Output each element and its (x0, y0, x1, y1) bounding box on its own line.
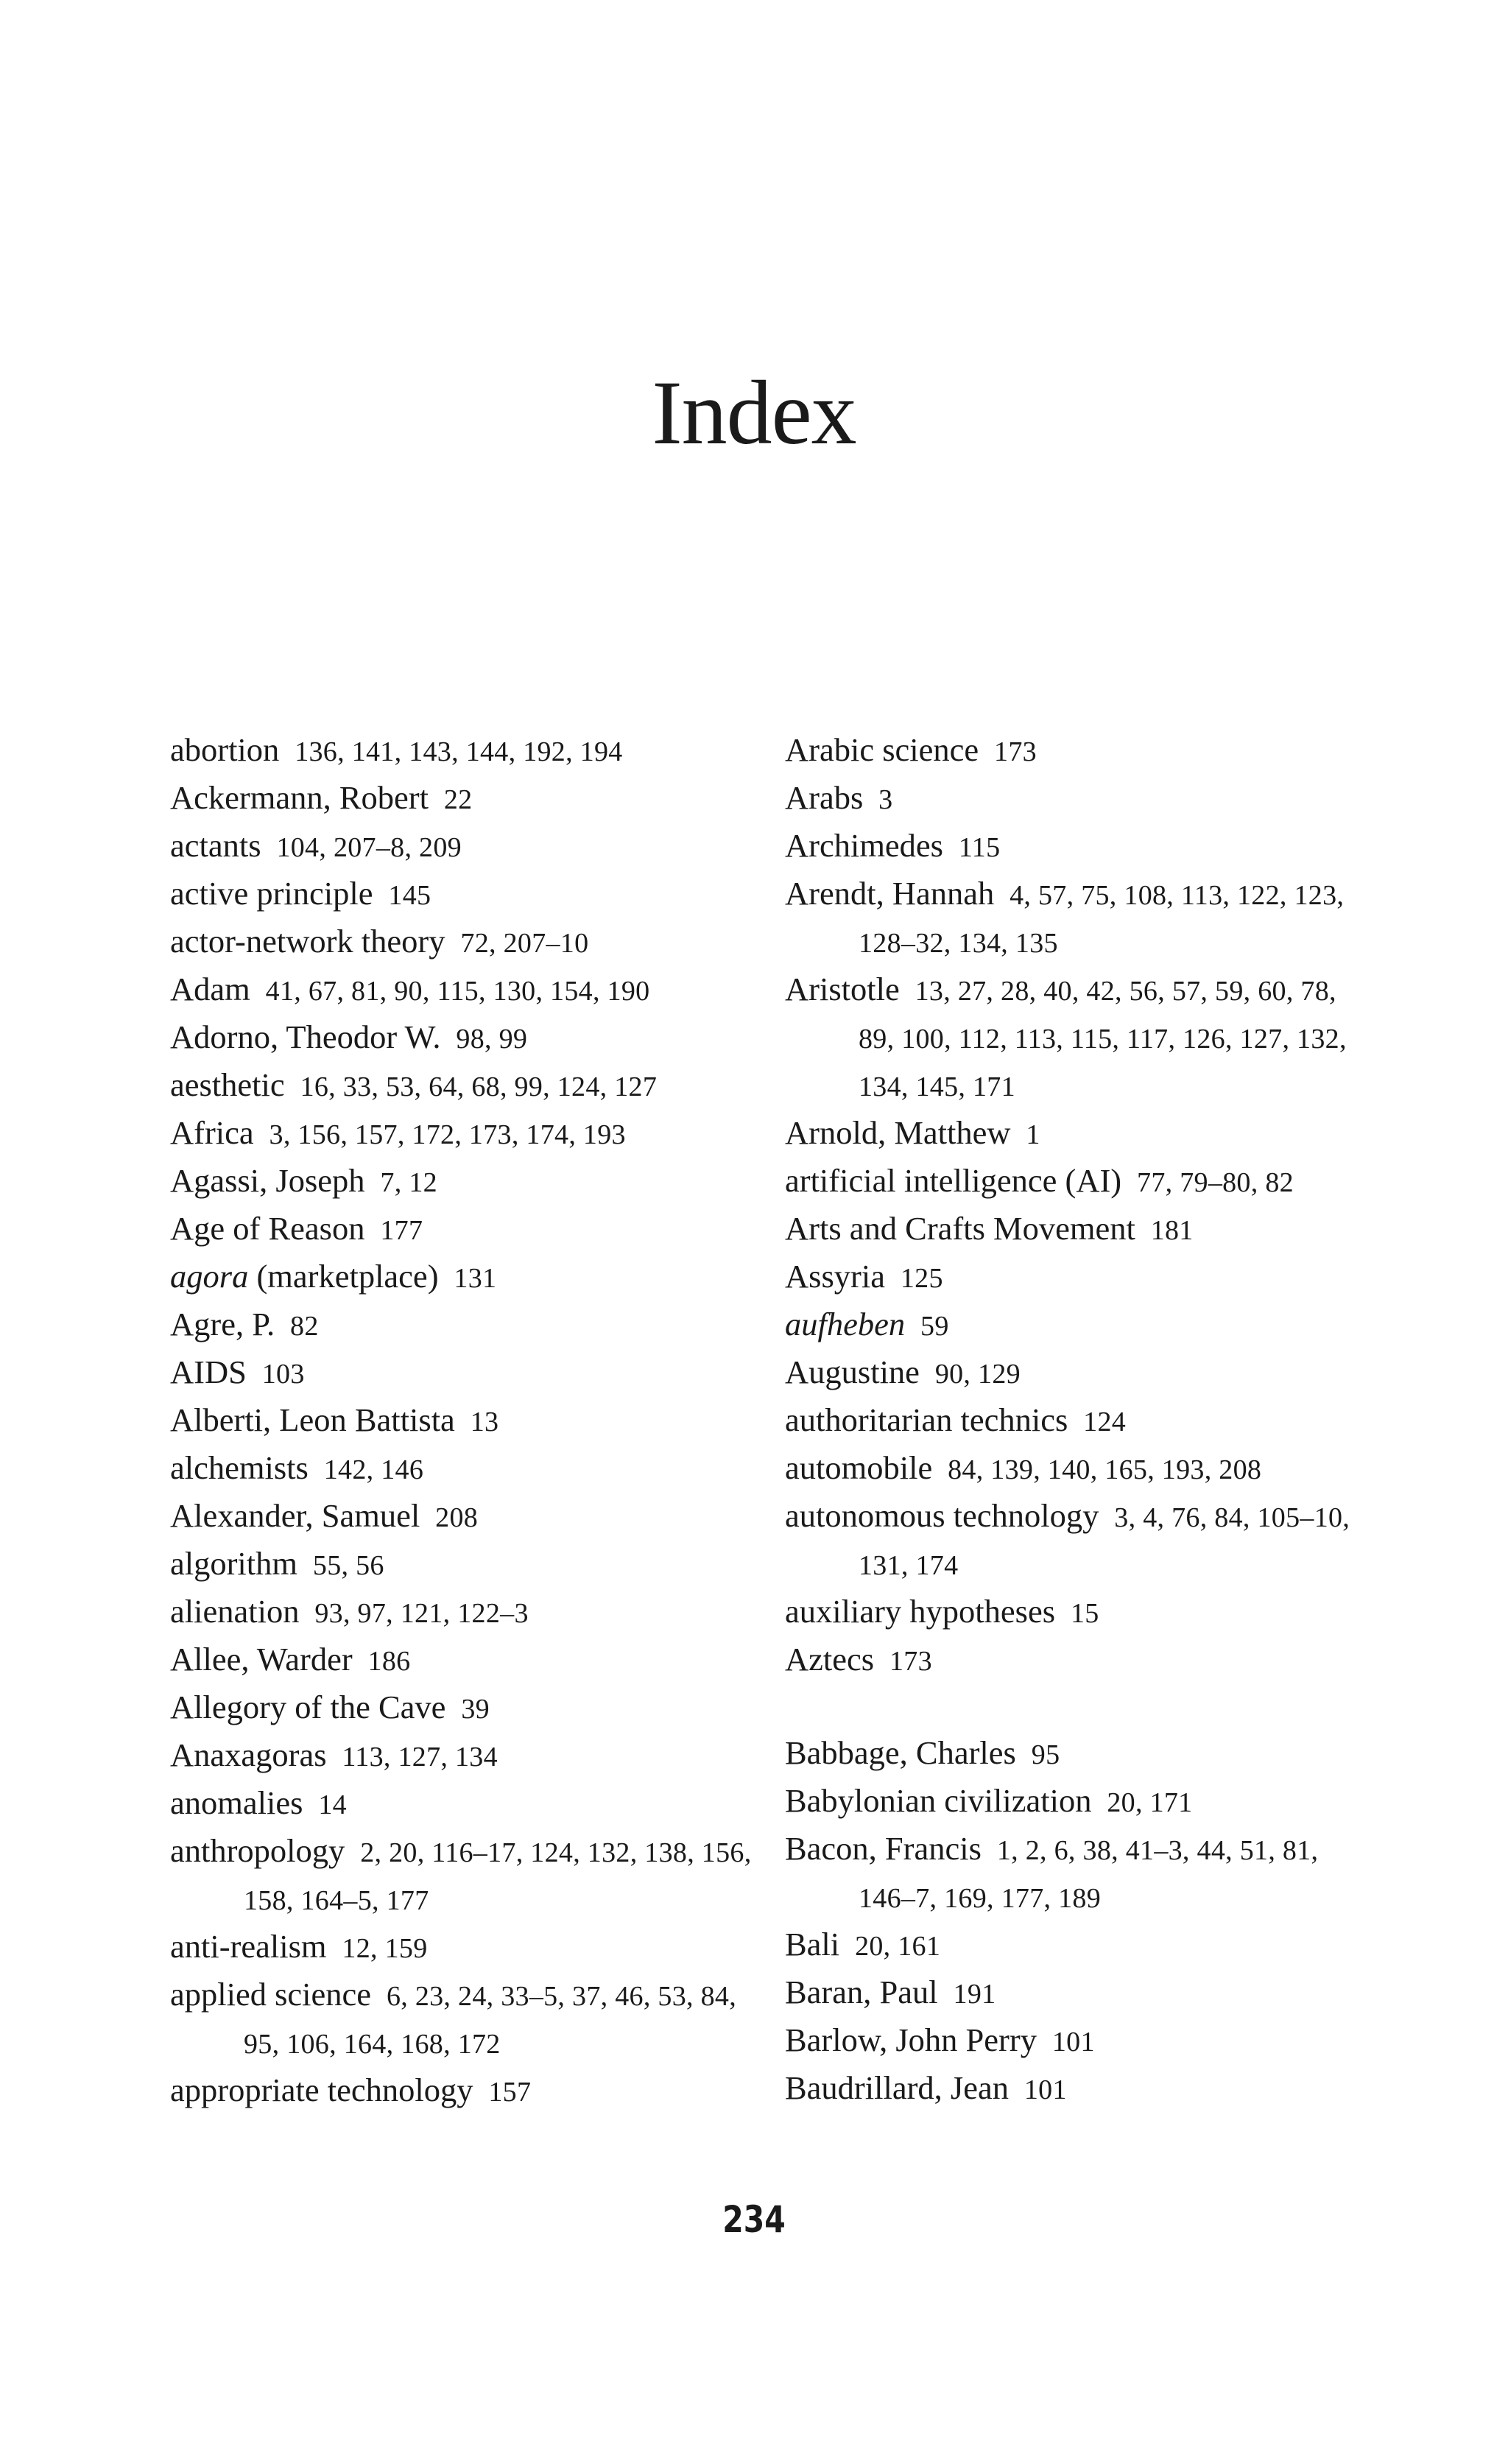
index-entry (785, 727, 1374, 775)
index-page-refs: 82 (290, 1311, 319, 1342)
index-term: Aztecs (785, 1641, 875, 1678)
index-page-refs: 173 (994, 736, 1037, 767)
index-entry (170, 1158, 767, 1205)
index-term: Adorno, Theodor W. (170, 1018, 441, 1055)
index-page-refs: 93, 97, 121, 122–3 (314, 1598, 529, 1629)
index-page-refs: 113, 127, 134 (342, 1742, 498, 1773)
index-term: Agassi, Joseph (170, 1162, 365, 1199)
index-page-refs: 177 (380, 1215, 423, 1246)
index-page-refs: 77, 79–80, 82 (1137, 1167, 1294, 1198)
index-page-refs: 125 (900, 1263, 943, 1294)
index-entry (170, 1828, 767, 1923)
index-term: alienation (170, 1593, 300, 1630)
index-page-refs: 101 (1023, 2074, 1067, 2105)
index-term: Adam (170, 971, 250, 1007)
index-entry (785, 1158, 1374, 1205)
index-page-refs: 20, 161 (855, 1931, 941, 1962)
index-page-refs: 124 (1083, 1407, 1127, 1437)
index-page-refs: 101 (1051, 2027, 1095, 2058)
index-entry (785, 1253, 1374, 1301)
index-entry (170, 1014, 767, 1062)
index-page-refs: 115 (958, 832, 1001, 863)
index-entry (785, 1921, 1374, 1969)
index-page-refs: 145 (388, 880, 431, 911)
index-term: automobile (785, 1449, 933, 1486)
index-term: artificial intelligence (AI) (785, 1162, 1122, 1199)
index-page-refs: 20, 171 (1107, 1787, 1193, 1818)
index-term: Alexander, Samuel (170, 1497, 420, 1534)
index-term: Barlow, John Perry (785, 2021, 1037, 2058)
index-page-refs: 72, 207–10 (460, 928, 589, 959)
index-term: abortion (170, 731, 280, 768)
index-term: algorithm (170, 1545, 298, 1582)
index-page-refs: 84, 139, 140, 165, 193, 208 (948, 1454, 1262, 1485)
index-page-refs: 191 (953, 1979, 996, 2010)
index-page-refs: 157 (488, 2077, 532, 2108)
index-page-refs: 3, 4, 76, 84, 105–10, 131, 174 (859, 1502, 1350, 1581)
index-term: actants (170, 827, 261, 864)
index-term: Baudrillard, Jean (785, 2069, 1009, 2106)
page-title: Index (652, 362, 856, 463)
index-entry (785, 1588, 1374, 1636)
index-term: Arnold, Matthew (785, 1114, 1011, 1151)
index-page-refs: 103 (261, 1359, 305, 1390)
index-term: Bali (785, 1926, 840, 1963)
index-entry (785, 2065, 1374, 2113)
index-page-refs: 55, 56 (312, 1550, 384, 1581)
index-column-left (170, 727, 767, 2115)
index-page-refs: 59 (920, 1311, 949, 1342)
index-term: Alberti, Leon Battista (170, 1401, 455, 1438)
index-entry (170, 1062, 767, 1110)
index-page-refs: 131 (454, 1263, 497, 1294)
index-term: auxiliary hypotheses (785, 1593, 1056, 1630)
index-term: Africa (170, 1114, 254, 1151)
index-page-refs: 7, 12 (380, 1167, 437, 1198)
index-entry (170, 1971, 767, 2067)
index-page-refs: 12, 159 (342, 1933, 428, 1964)
index-entry (785, 870, 1374, 966)
index-term: autonomous technology (785, 1497, 1099, 1534)
index-entry (170, 1684, 767, 1732)
index-entry (170, 870, 767, 918)
index-entry (785, 775, 1374, 823)
index-page-refs: 136, 141, 143, 144, 192, 194 (295, 736, 623, 767)
index-page-refs: 14 (318, 1789, 347, 1820)
index-page-refs: 4, 57, 75, 108, 113, 122, 123, 128–32, 134, 135 (859, 880, 1345, 959)
index-term: active principle (170, 875, 373, 912)
index-term: Arabic science (785, 731, 979, 768)
index-entry (785, 1349, 1374, 1397)
index-entry (170, 1780, 767, 1828)
index-entry (170, 1636, 767, 1684)
index-entry (170, 775, 767, 823)
index-entry (785, 966, 1374, 1110)
index-page-refs: 104, 207–8, 209 (276, 832, 462, 863)
index-page-refs: 41, 67, 81, 90, 115, 130, 154, 190 (265, 976, 650, 1007)
index-entry (170, 1397, 767, 1445)
index-term: Ackermann, Robert (170, 779, 429, 816)
index-term: Babbage, Charles (785, 1734, 1016, 1771)
index-page-refs: 2, 20, 116–17, 124, 132, 138, 156, 158, 164–5, 177 (244, 1837, 752, 1916)
index-entry (170, 1493, 767, 1541)
index-term: anthropology (170, 1832, 345, 1869)
index-term: actor-network theory (170, 923, 445, 960)
index-entry (785, 1969, 1374, 2017)
index-entry (170, 1253, 767, 1301)
index-term: Archimedes (785, 827, 944, 864)
index-entry (170, 966, 767, 1014)
index-page-refs: 6, 23, 24, 33–5, 37, 46, 53, 84, 95, 106, 164, 168, 172 (244, 1981, 737, 2060)
index-page-refs: 39 (461, 1694, 490, 1725)
index-entry (170, 1588, 767, 1636)
index-entry (170, 1445, 767, 1493)
index-term: Allee, Warder (170, 1641, 353, 1678)
index-term: appropriate technology (170, 2071, 473, 2108)
index-page-refs: 3 (878, 784, 893, 815)
index-page-refs: 90, 129 (934, 1359, 1021, 1390)
index-term: Allegory of the Cave (170, 1689, 446, 1725)
index-entry (785, 1730, 1374, 1778)
index-entry (170, 1541, 767, 1588)
index-term: Babylonian civilization (785, 1782, 1092, 1819)
index-entry (785, 1205, 1374, 1253)
index-entry (170, 727, 767, 775)
index-term: aesthetic (170, 1066, 285, 1103)
index-term: AIDS (170, 1354, 247, 1390)
index-entry (170, 918, 767, 966)
index-term: anomalies (170, 1784, 303, 1821)
index-term: Arabs (785, 779, 864, 816)
index-entry (785, 1301, 1374, 1349)
index-page-refs: 13, 27, 28, 40, 42, 56, 57, 59, 60, 78, 89, 100, 112, 113, 115, 117, 126, 127, 132, 134, 145, 171 (859, 976, 1347, 1102)
index-entry (785, 1397, 1374, 1445)
index-term: Bacon, Francis (785, 1830, 982, 1867)
index-page-refs: 1, 2, 6, 38, 41–3, 44, 51, 81, 146–7, 169, 177, 189 (859, 1835, 1319, 1914)
index-entry (785, 2017, 1374, 2065)
index-term: Age of Reason (170, 1210, 365, 1247)
index-entry (785, 1445, 1374, 1493)
index-page-refs: 22 (443, 784, 473, 815)
index-page-refs: 1 (1026, 1119, 1040, 1150)
index-page-refs: 16, 33, 53, 64, 68, 99, 124, 127 (300, 1071, 658, 1102)
index-entry (170, 2067, 767, 2115)
index-entry (785, 1110, 1374, 1158)
index-page-refs: 181 (1150, 1215, 1194, 1246)
index-entry (170, 1110, 767, 1158)
index-page-refs: 208 (435, 1502, 479, 1533)
index-page-refs: 142, 146 (323, 1454, 424, 1485)
index-entry (785, 823, 1374, 870)
page-number: 234 (722, 2198, 786, 2241)
index-entry (170, 1923, 767, 1971)
index-term: Baran, Paul (785, 1974, 938, 2010)
index-term: Arts and Crafts Movement (785, 1210, 1135, 1247)
index-page-refs: 15 (1070, 1598, 1099, 1629)
index-term: Agre, P. (170, 1306, 275, 1342)
index-entry (170, 1205, 767, 1253)
index-entry (170, 823, 767, 870)
index-column-right (785, 727, 1374, 2113)
index-term: Augustine (785, 1354, 920, 1390)
index-term: Arendt, Hannah (785, 875, 995, 912)
index-term: Anaxagoras (170, 1736, 327, 1773)
index-page-refs: 173 (889, 1646, 932, 1677)
index-entry (785, 1826, 1374, 1921)
index-page-refs: 3, 156, 157, 172, 173, 174, 193 (269, 1119, 626, 1150)
index-entry (170, 1301, 767, 1349)
index-page-refs: 186 (367, 1646, 411, 1677)
index-term: applied science (170, 1976, 372, 2013)
index-term: aufheben (785, 1306, 906, 1342)
index-entry (785, 1778, 1374, 1826)
index-term: Aristotle (785, 971, 900, 1007)
index-term: authoritarian technics (785, 1401, 1068, 1438)
index-page-refs: 98, 99 (456, 1024, 528, 1055)
index-page-refs: 13 (470, 1407, 499, 1437)
index-term: Assyria (785, 1258, 885, 1295)
index-term: anti-realism (170, 1928, 327, 1965)
index-term-qualifier: (marketplace) (248, 1258, 439, 1295)
index-entry (170, 1349, 767, 1397)
index-entry (170, 1732, 767, 1780)
index-page-refs: 95 (1031, 1739, 1060, 1770)
index-entry (785, 1493, 1374, 1588)
index-term: alchemists (170, 1449, 309, 1486)
index-entry (785, 1636, 1374, 1684)
index-term: agora (170, 1258, 249, 1295)
